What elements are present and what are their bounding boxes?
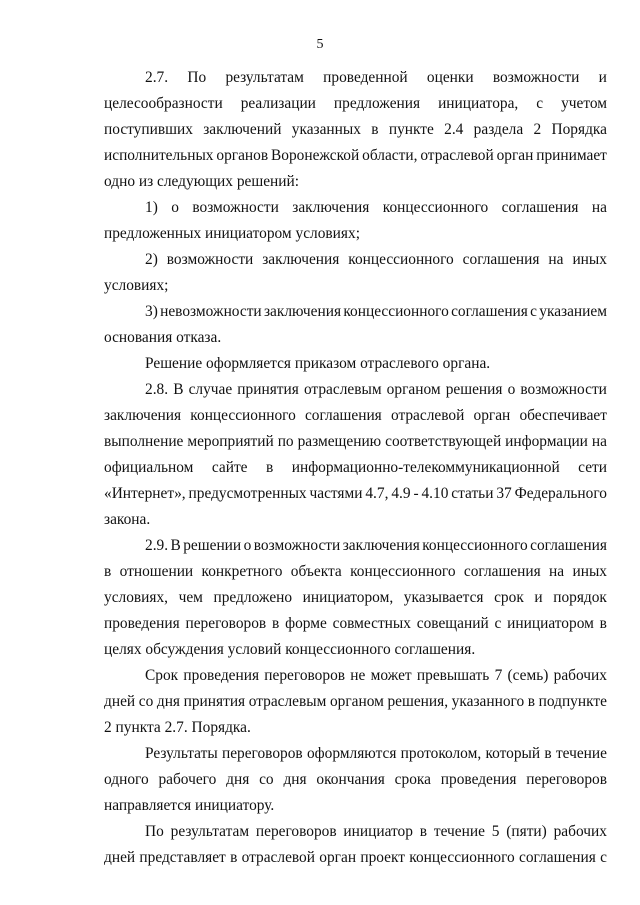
word: течение bbox=[433, 823, 485, 840]
word: соглашения bbox=[530, 537, 607, 554]
word: срок bbox=[494, 589, 524, 606]
word: переговоров bbox=[221, 745, 303, 762]
word: проведения bbox=[104, 615, 180, 632]
word: срока bbox=[394, 771, 431, 788]
text-line bbox=[104, 432, 607, 452]
text-line bbox=[145, 822, 607, 842]
word: заключения bbox=[262, 251, 340, 268]
word: соглашения bbox=[463, 563, 541, 580]
word: информации bbox=[505, 433, 588, 450]
word: соответствующей bbox=[385, 433, 502, 450]
word: на bbox=[549, 563, 565, 580]
text-line bbox=[145, 302, 607, 322]
text-line bbox=[145, 744, 607, 764]
word: 2.7. bbox=[145, 69, 169, 86]
word: В bbox=[173, 381, 184, 398]
word: инициатора, bbox=[438, 95, 519, 112]
word: объекта bbox=[290, 563, 342, 580]
word: порядок bbox=[553, 589, 607, 606]
word: указывается bbox=[403, 589, 484, 606]
word: проведения bbox=[183, 667, 260, 684]
word: совещаний bbox=[416, 615, 489, 632]
word: учетом bbox=[561, 95, 607, 112]
text-line: направляется инициатору. bbox=[104, 797, 275, 814]
text-line bbox=[145, 198, 607, 218]
word: отраслевым bbox=[303, 381, 382, 398]
word: о bbox=[507, 381, 516, 398]
word: принятия bbox=[183, 693, 246, 710]
word: Федерального bbox=[514, 485, 607, 502]
word: 2) bbox=[145, 251, 158, 268]
word: исполнительных bbox=[104, 147, 214, 164]
word: раздела bbox=[473, 121, 524, 138]
word: в bbox=[371, 121, 379, 138]
word: соглашения bbox=[501, 199, 579, 216]
word: конкретного bbox=[201, 563, 283, 580]
word: органом bbox=[386, 381, 441, 398]
word: отраслевым bbox=[248, 693, 327, 710]
word: дня bbox=[156, 693, 181, 710]
word: «Интернет», bbox=[104, 485, 186, 502]
word: В bbox=[170, 537, 181, 554]
word: области, bbox=[362, 147, 418, 164]
word: 4.10 bbox=[421, 485, 449, 502]
word: решении bbox=[183, 537, 242, 554]
word: принимает bbox=[536, 147, 607, 164]
word: в bbox=[265, 459, 274, 476]
text-line bbox=[145, 68, 607, 88]
word: подпункте bbox=[538, 693, 607, 710]
word: проведенной bbox=[323, 69, 408, 86]
text-line bbox=[104, 588, 607, 608]
word: принятия bbox=[237, 381, 299, 398]
word: рабочих bbox=[553, 823, 607, 840]
word: указанных bbox=[291, 121, 361, 138]
word: одного bbox=[104, 771, 149, 788]
text-line bbox=[104, 120, 607, 140]
word: дней bbox=[104, 849, 136, 866]
word: возможности bbox=[520, 381, 607, 398]
text-line: 2 пункта 2.7. Порядка. bbox=[104, 719, 251, 736]
word: невозможности bbox=[160, 303, 262, 320]
word: иных bbox=[572, 563, 607, 580]
word: соглашения bbox=[462, 251, 540, 268]
text-line bbox=[145, 666, 607, 686]
word: с bbox=[530, 303, 537, 320]
word: оформляются bbox=[306, 745, 397, 762]
word: концессионного bbox=[422, 537, 528, 554]
word: 7 bbox=[494, 667, 503, 684]
word: в bbox=[230, 849, 238, 866]
text-line bbox=[104, 770, 607, 790]
word: отношении bbox=[119, 563, 194, 580]
word: инициатор bbox=[343, 823, 413, 840]
word: в bbox=[104, 563, 112, 580]
word: концессионного bbox=[350, 563, 456, 580]
word: со bbox=[259, 771, 274, 788]
word: в bbox=[599, 615, 607, 632]
word: заключения bbox=[342, 537, 420, 554]
text-line bbox=[104, 562, 607, 582]
word: проведения bbox=[440, 771, 517, 788]
word: с bbox=[494, 615, 502, 632]
word: 5 bbox=[491, 823, 500, 840]
word: течение bbox=[555, 745, 607, 762]
word: оценки bbox=[426, 69, 474, 86]
word: предложения bbox=[333, 95, 421, 112]
word: и bbox=[598, 69, 607, 86]
word: форме bbox=[285, 615, 327, 632]
word: в bbox=[419, 823, 428, 840]
word: соглашения bbox=[304, 407, 382, 424]
word: инициатором, bbox=[302, 589, 394, 606]
word: предусмотренных bbox=[188, 485, 307, 502]
word: о bbox=[243, 537, 252, 554]
text-line bbox=[104, 614, 607, 634]
word: соглашения bbox=[519, 849, 596, 866]
word: по bbox=[277, 433, 294, 450]
word: 2.8. bbox=[145, 381, 169, 398]
word: в bbox=[527, 693, 536, 710]
word: Срок bbox=[145, 667, 179, 684]
text-line: одно из следующих решений: bbox=[104, 173, 300, 190]
word: совместных bbox=[332, 615, 411, 632]
word: на bbox=[591, 199, 607, 216]
text-line: целях обсуждения условий концессионного соглашения. bbox=[104, 641, 476, 658]
word: (семь) bbox=[507, 667, 549, 684]
word: отраслевой bbox=[420, 147, 494, 164]
word: дней bbox=[104, 693, 136, 710]
word: представляет bbox=[139, 849, 226, 866]
word: концессионного bbox=[348, 251, 454, 268]
word: соглашения bbox=[451, 303, 528, 320]
word: - bbox=[413, 485, 419, 502]
word: Порядка bbox=[551, 121, 607, 138]
word: возможности bbox=[253, 537, 341, 554]
word: 37 bbox=[496, 485, 512, 502]
text-line: условиях; bbox=[104, 277, 169, 294]
text-line bbox=[145, 380, 607, 400]
word: размещению bbox=[297, 433, 382, 450]
word: на bbox=[591, 433, 607, 450]
word: со bbox=[138, 693, 154, 710]
page-number: 5 bbox=[316, 37, 324, 52]
word: 2 bbox=[533, 121, 542, 138]
word: 4.9 bbox=[391, 485, 411, 502]
word: условиях, bbox=[104, 589, 169, 606]
word: который bbox=[485, 745, 541, 762]
word: заключения bbox=[104, 407, 182, 424]
word: концессионного bbox=[190, 407, 296, 424]
word: предложено bbox=[213, 589, 293, 606]
word: результатам bbox=[225, 69, 304, 86]
word: По bbox=[187, 69, 207, 86]
word: решения bbox=[445, 381, 503, 398]
word: заключения bbox=[292, 199, 370, 216]
word: возможности bbox=[166, 251, 254, 268]
word: результатам bbox=[170, 823, 250, 840]
word: с bbox=[600, 849, 607, 866]
word: 2.9. bbox=[145, 537, 169, 554]
word: органом bbox=[329, 693, 384, 710]
text-line bbox=[104, 406, 607, 426]
word: дня bbox=[283, 771, 307, 788]
word: мероприятий bbox=[187, 433, 274, 450]
word: По bbox=[145, 823, 164, 840]
word: 3) bbox=[145, 303, 158, 320]
text-line bbox=[104, 146, 607, 166]
word: переговоров bbox=[185, 615, 267, 632]
word: сети bbox=[578, 459, 607, 476]
word: возможности bbox=[192, 199, 279, 216]
word: обеспечивает bbox=[519, 407, 607, 424]
word: может bbox=[370, 667, 412, 684]
word: информационно-телекоммуникационной bbox=[291, 459, 560, 476]
text-line: основания отказа. bbox=[104, 329, 222, 346]
word: не bbox=[350, 667, 366, 684]
word: 2.4 bbox=[444, 121, 464, 138]
word: инициатором bbox=[507, 615, 594, 632]
word: о bbox=[171, 199, 179, 216]
word: концессионного bbox=[343, 303, 449, 320]
word: рабочих bbox=[553, 667, 607, 684]
word: указанием bbox=[539, 303, 607, 320]
word: отраслевой bbox=[241, 849, 315, 866]
word: возможности bbox=[492, 69, 580, 86]
word: поступивших bbox=[104, 121, 193, 138]
word: рабочего bbox=[158, 771, 217, 788]
word: окончания bbox=[316, 771, 385, 788]
word: решения, bbox=[387, 693, 449, 710]
word: концессионного bbox=[382, 199, 489, 216]
word: орган bbox=[496, 147, 534, 164]
word: случае bbox=[188, 381, 233, 398]
text-line: Решение оформляется приказом отраслевого органа. bbox=[145, 355, 491, 372]
word: заключения bbox=[263, 303, 342, 320]
word: протоколом, bbox=[400, 745, 482, 762]
word: 4.7, bbox=[365, 485, 389, 502]
word: дня bbox=[226, 771, 250, 788]
word: Воронежской bbox=[271, 147, 360, 164]
word: Результаты bbox=[145, 745, 218, 762]
text-line: предложенных инициатором условиях; bbox=[104, 225, 360, 242]
word: чем bbox=[178, 589, 203, 606]
word: 1) bbox=[145, 199, 158, 216]
text-line bbox=[145, 536, 607, 556]
text-line: закона. bbox=[104, 511, 151, 528]
text-line bbox=[104, 458, 607, 478]
word: статьи bbox=[451, 485, 494, 502]
word: частями bbox=[309, 485, 363, 502]
word: и bbox=[534, 589, 543, 606]
word: официальном bbox=[104, 459, 194, 476]
word: на bbox=[548, 251, 564, 268]
word: с bbox=[536, 95, 544, 112]
word: проект bbox=[360, 849, 405, 866]
word: иных bbox=[572, 251, 607, 268]
text-line bbox=[145, 250, 607, 270]
word: целесообразности bbox=[104, 95, 223, 112]
word: пункте bbox=[388, 121, 434, 138]
word: переговоров bbox=[255, 823, 337, 840]
word: указанного bbox=[451, 693, 525, 710]
word: переговоров bbox=[526, 771, 607, 788]
text-line bbox=[104, 692, 607, 712]
text-line bbox=[104, 484, 607, 504]
word: переговоров bbox=[264, 667, 346, 684]
word: сайте bbox=[211, 459, 248, 476]
word: орган bbox=[473, 407, 511, 424]
word: в bbox=[272, 615, 280, 632]
word: в bbox=[544, 745, 552, 762]
word: выполнение bbox=[104, 433, 184, 450]
word: заключений bbox=[203, 121, 282, 138]
word: (пяти) bbox=[506, 823, 547, 840]
word: органов bbox=[216, 147, 269, 164]
word: реализации bbox=[240, 95, 316, 112]
word: концессионного bbox=[409, 849, 515, 866]
word: отраслевой bbox=[390, 407, 465, 424]
text-line bbox=[104, 848, 607, 868]
text-line bbox=[104, 94, 607, 114]
word: превышать bbox=[416, 667, 490, 684]
word: орган bbox=[319, 849, 357, 866]
